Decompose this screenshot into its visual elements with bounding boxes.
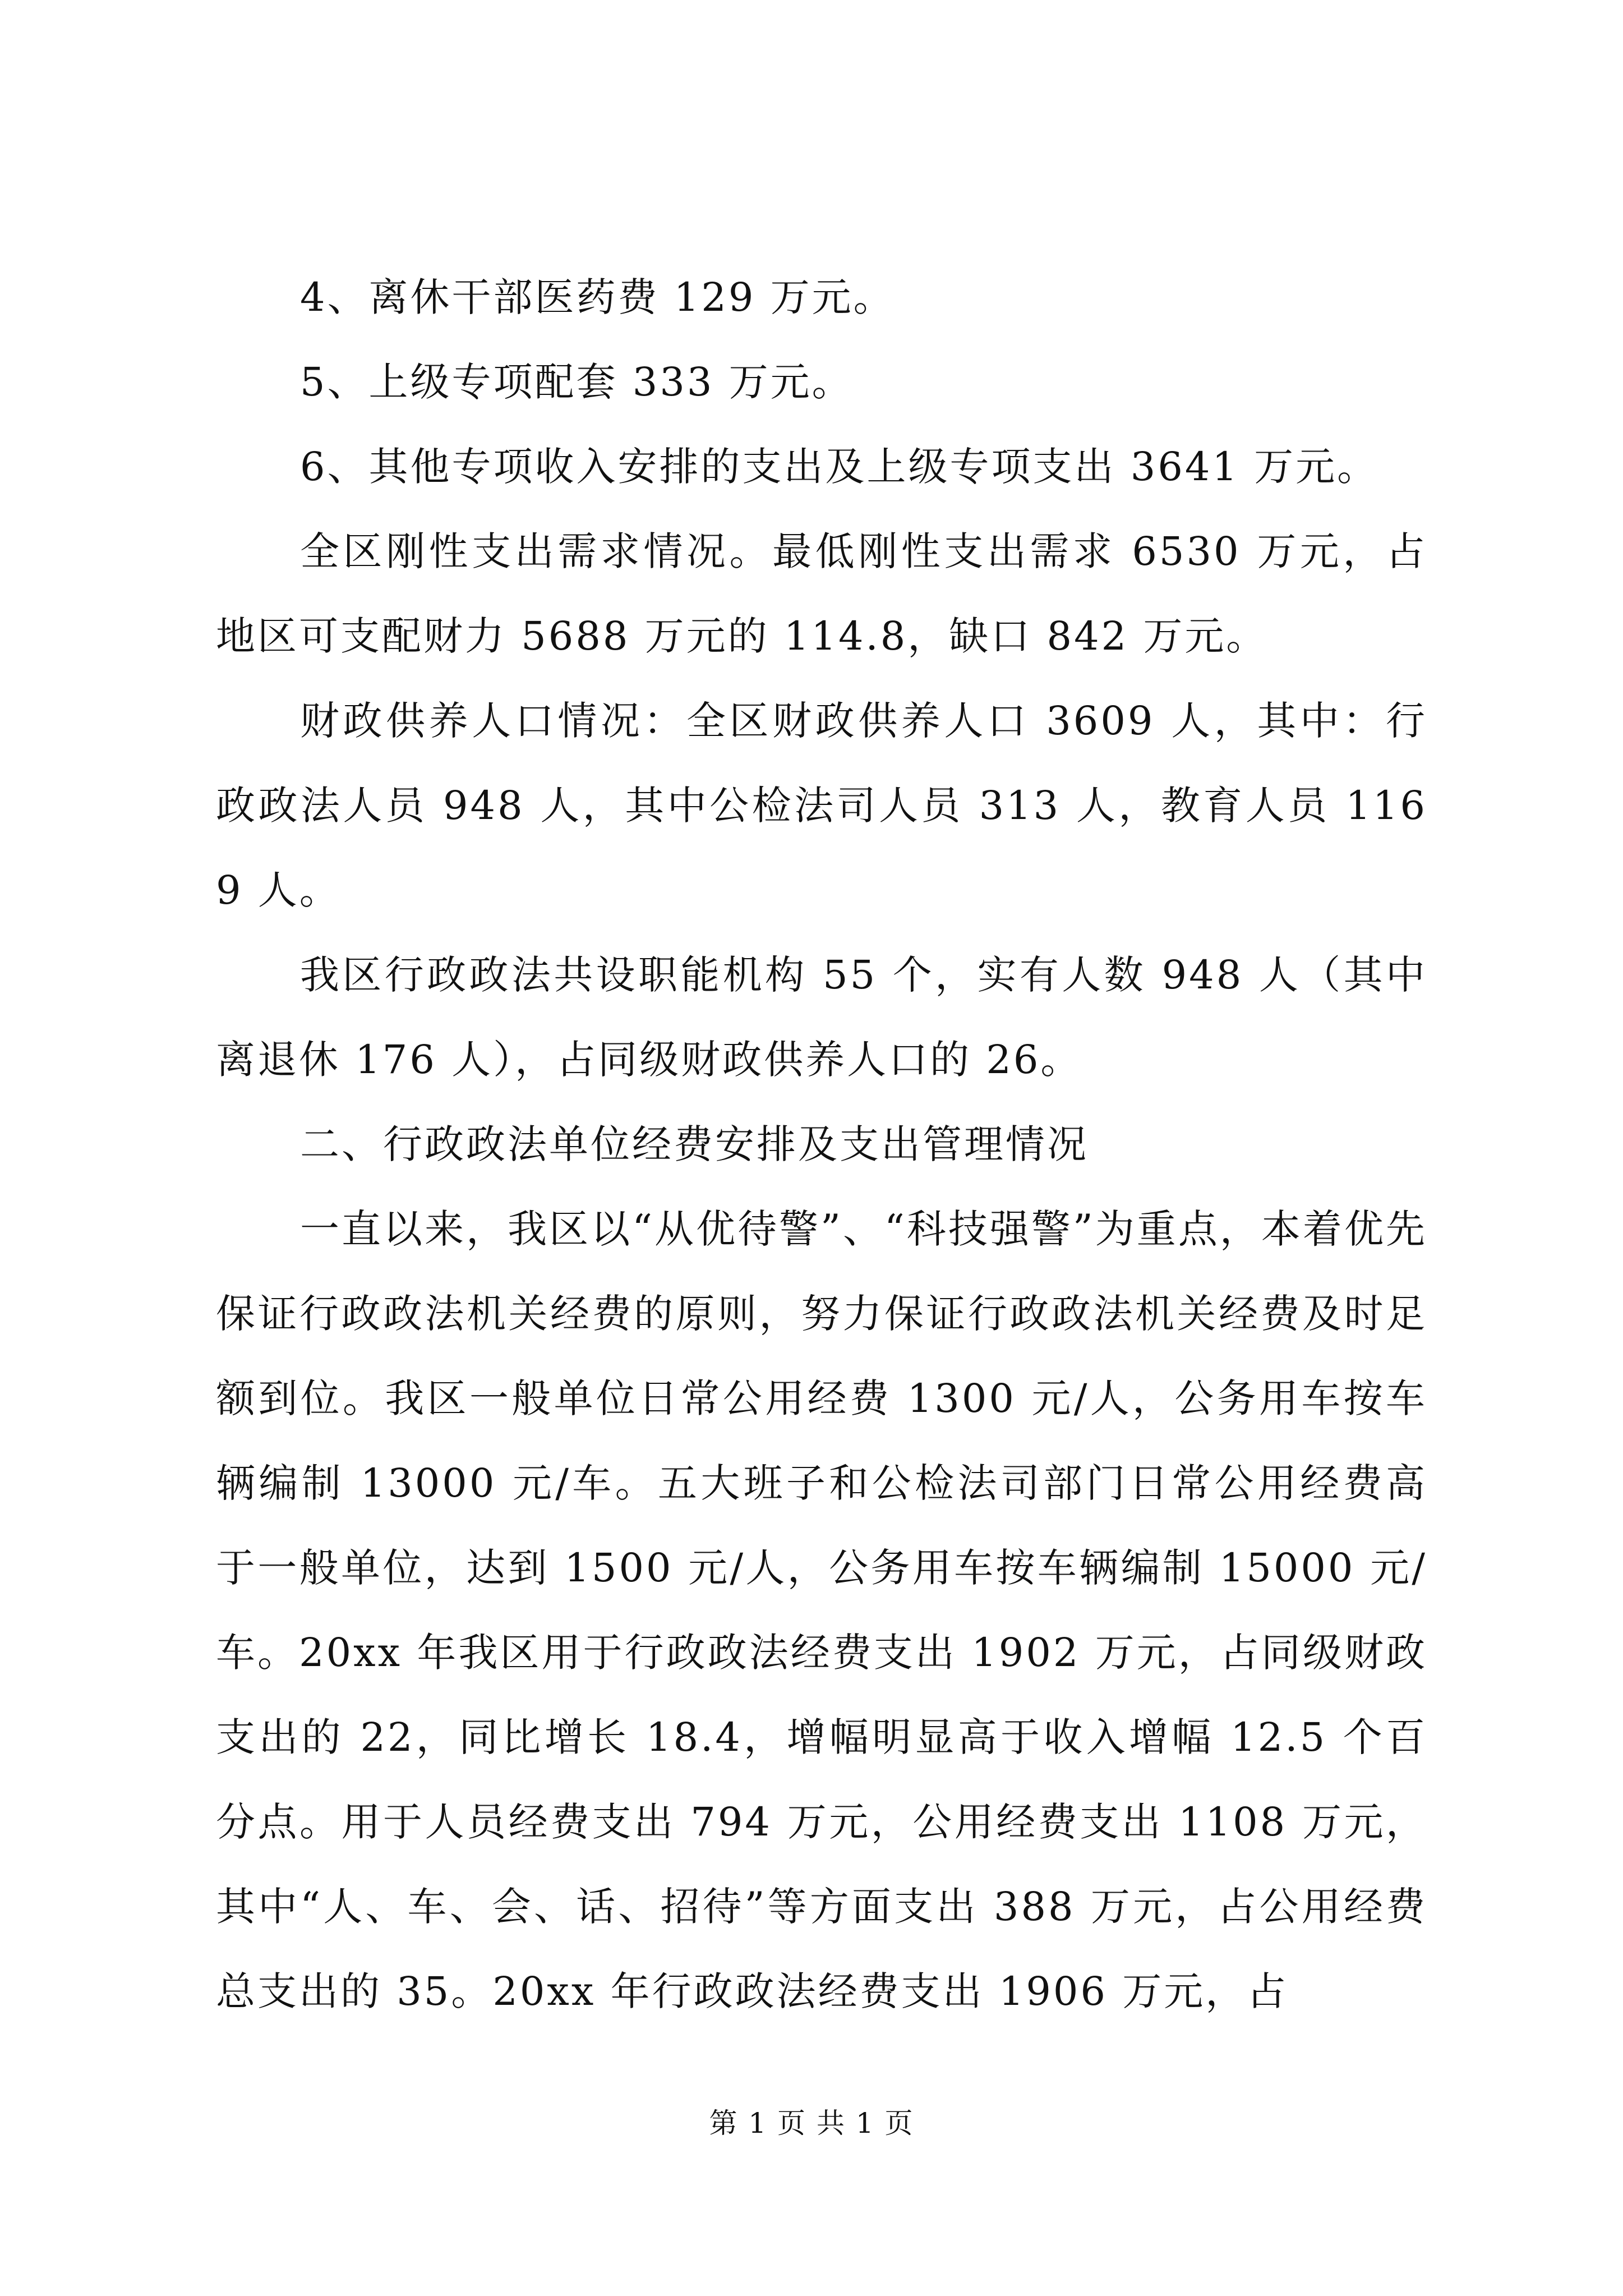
paragraph-item-4: 4、离休干部医药费 129 万元。	[300, 274, 895, 320]
section-heading: 二、行政政法单位经费安排及支出管理情况	[300, 1121, 1089, 1167]
paragraph-funding-details: 一直以来，我区以“从优待警”、“科技强警”为重点，本着优先保证行政政法机关经费的原则，努力保证行政政法机关经费及时足额到位。我区一般单位日常公用经费 1300 元/人，公务用车按车辆编制 13000 元/车。五大班子和公检法司部门日常公用经费高于一般单位，达到 1500 元/人，公务用车按车辆编制 15000 元/车。20xx 年我区用于行政政法经费支出 1902 万元，占同级财政支出的 22，同比增长 18.4，增幅明显高于收入增幅 12.5 个百分点。用于人员经费支出 794 万元，公用经费支出 1108 万元，其中“人、车、会、话、招待”等方面支出 388 万元，占公用经费总支出的 35。20xx 年行政政法经费支出 1906 万元，占	[216, 1206, 1427, 2014]
paragraph-item-6: 6、其他专项收入安排的支出及上级专项支出 3641 万元。	[300, 444, 1379, 490]
paragraph-institutions: 我区行政政法共设职能机构 55 个，实有人数 948 人（其中离退休 176 人），占同级财政供养人口的 26。	[216, 952, 1427, 1083]
document-body	[216, 255, 1427, 2034]
paragraph-rigid-expenditure: 全区刚性支出需求情况。最低刚性支出需求 6530 万元，占地区可支配财力 5688 万元的 114.8，缺口 842 万元。	[216, 528, 1427, 659]
paragraph-supported-population: 财政供养人口情况：全区财政供养人口 3609 人，其中：行政政法人员 948 人，其中公检法司人员 313 人，教育人员 1169 人。	[216, 698, 1427, 913]
paragraph-item-5: 5、上级专项配套 333 万元。	[300, 359, 854, 405]
page-footer: 第 1 页 共 1 页	[709, 2107, 914, 2139]
